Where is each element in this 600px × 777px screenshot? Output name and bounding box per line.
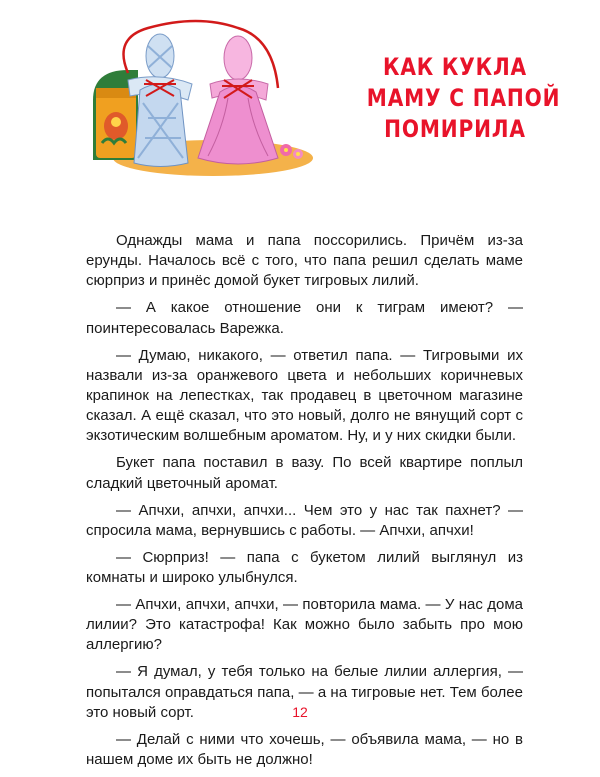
- paragraph: — А какое отношение они к тиграм имеют? — поинтересовалась Варежка.: [86, 299, 523, 337]
- pink-doll-icon: [198, 36, 278, 164]
- paragraph: — Думаю, никакого, — ответил папа. — Тигровыми их назвали из-за оранжевого цвета и небольших коричневых крапинок на лепестках, так продавец в цветочном магазине сказал. А ещё сказал, что это новый, долго не вянущий сорт с экзотическим волшебным ароматом. Ну, и у них скидки были.: [86, 346, 523, 445]
- paragraph: — Сюрприз! — папа с букетом лилий выглянул из комнаты и широко улыбнулся.: [86, 548, 523, 587]
- paragraph: Однажды мама и папа поссорились. Причём из-за ерунды. Началось всё с того, что папа решил сделать маме сюрприз и принёс домой букет тигровых лилий.: [86, 232, 523, 290]
- dolls-illustration: [88, 18, 313, 178]
- title-line: МАМУ С ПАПОЙ: [366, 84, 561, 112]
- story-text: [86, 231, 523, 777]
- paragraph: Букет папа поставил в вазу. По всей квартире поплыл сладкий цветочный аромат.: [86, 454, 523, 492]
- page-number: 12: [292, 704, 308, 720]
- paragraph: — Делай с ними что хочешь, — объявила мама, — но в нашем доме их быть не должно!: [86, 730, 523, 769]
- title-line: КАК КУКЛА: [382, 53, 527, 81]
- page-title: [366, 52, 561, 145]
- paragraph: — Апчхи, апчхи, апчхи, — повторила мама. — У нас дома лилии? Это катастрофа! Как можно было забыть про мою аллергию?: [86, 596, 523, 654]
- paragraph: — Я думал, у тебя только на белые лилии аллергия, — попытался оправдаться папа, — а на тигровые нет. Тем более это новый сорт.: [86, 663, 523, 721]
- title-line: ПОМИРИЛА: [384, 115, 526, 143]
- paragraph: — Апчхи, апчхи, апчхи... Чем это у нас так пахнет? — спросила мама, вернувшись с работы. — Апчхи, апчхи!: [86, 501, 523, 539]
